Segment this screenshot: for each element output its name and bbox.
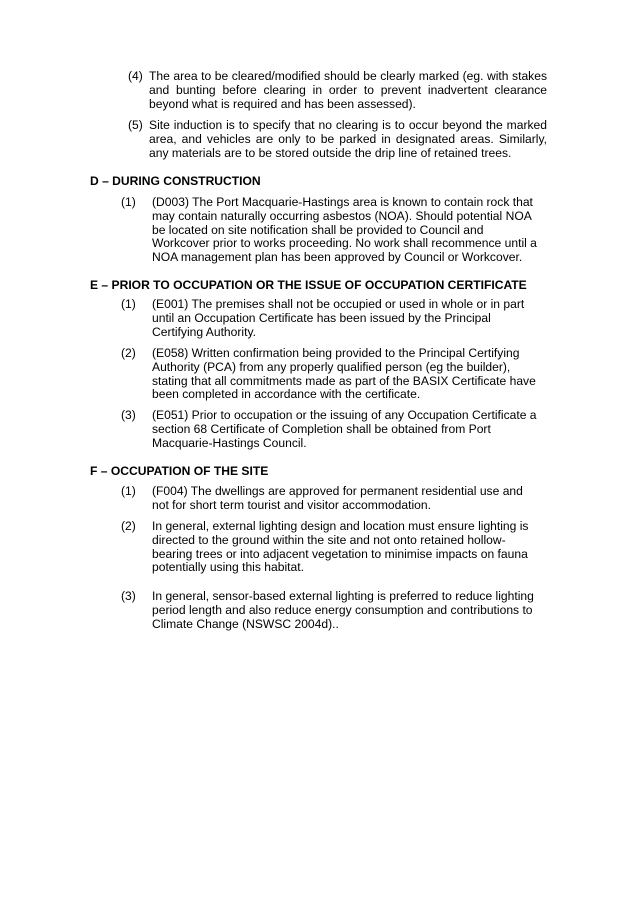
item-text: Site induction is to specify that no clearing is to occur beyond the marked area, and vehicles are only to be parked in designated areas. Similarly, any materials are to be stored outside the drip line of retained trees.	[149, 118, 547, 160]
item-text: (F004) The dwellings are approved for permanent residential use and not for short term tourist and visitor accommodation.	[152, 484, 523, 512]
item-text: (D003) The Port Macquarie-Hastings area is known to contain rock that may contain naturally occurring asbestos (NOA). Should potential NOA be located on site notification shall be provided to Council and Workcover prior to works proceeding. No work shall recommence until a NOA management plan has been approved by Council or Workcover.	[152, 195, 537, 265]
section-heading-d: D – DURING CONSTRUCTION	[90, 174, 261, 188]
item-number: (5)	[128, 118, 143, 132]
item-text: In general, external lighting design and location must ensure lighting is directed to the ground within the site and not onto retained hollow-bearing trees or into adjacent vegetation to minimise impacts on fauna potentially using this habitat.	[152, 519, 529, 575]
section-heading-e: E – PRIOR TO OCCUPATION OR THE ISSUE OF OCCUPATION CERTIFICATE	[90, 278, 527, 292]
item-number: (1)	[121, 297, 136, 311]
item-text: (E001) The premises shall not be occupied or used in whole or in part until an Occupation Certificate has been issued by the Principal Certifying Authority.	[152, 297, 525, 339]
item-number: (3)	[121, 589, 136, 603]
item-number: (1)	[121, 484, 136, 498]
item-number: (4)	[128, 69, 143, 83]
item-number: (2)	[121, 346, 136, 360]
section-heading-f: F – OCCUPATION OF THE SITE	[90, 464, 269, 478]
item-text: (E058) Written confirmation being provided to the Principal Certifying Authority (PCA) from any properly qualified person (eg the builder), stating that all commitments made as part of the BASIX Certificate have been completed in accordance with the certificate.	[152, 346, 536, 402]
item-number: (1)	[121, 195, 136, 209]
item-number: (2)	[121, 519, 136, 533]
item-text: (E051) Prior to occupation or the issuing of any Occupation Certificate a section 68 Certificate of Completion shall be obtained from Port Macquarie-Hastings Council.	[152, 408, 537, 450]
item-text: In general, sensor-based external lighting is preferred to reduce lighting period length and also reduce energy consumption and contributions to Climate Change (NSWSC 2004d)..	[152, 589, 534, 631]
item-number: (3)	[121, 408, 136, 422]
item-text: The area to be cleared/modified should be clearly marked (eg. with stakes and bunting before clearing in order to prevent inadvertent clearance beyond what is required and has been assessed).	[149, 69, 547, 111]
